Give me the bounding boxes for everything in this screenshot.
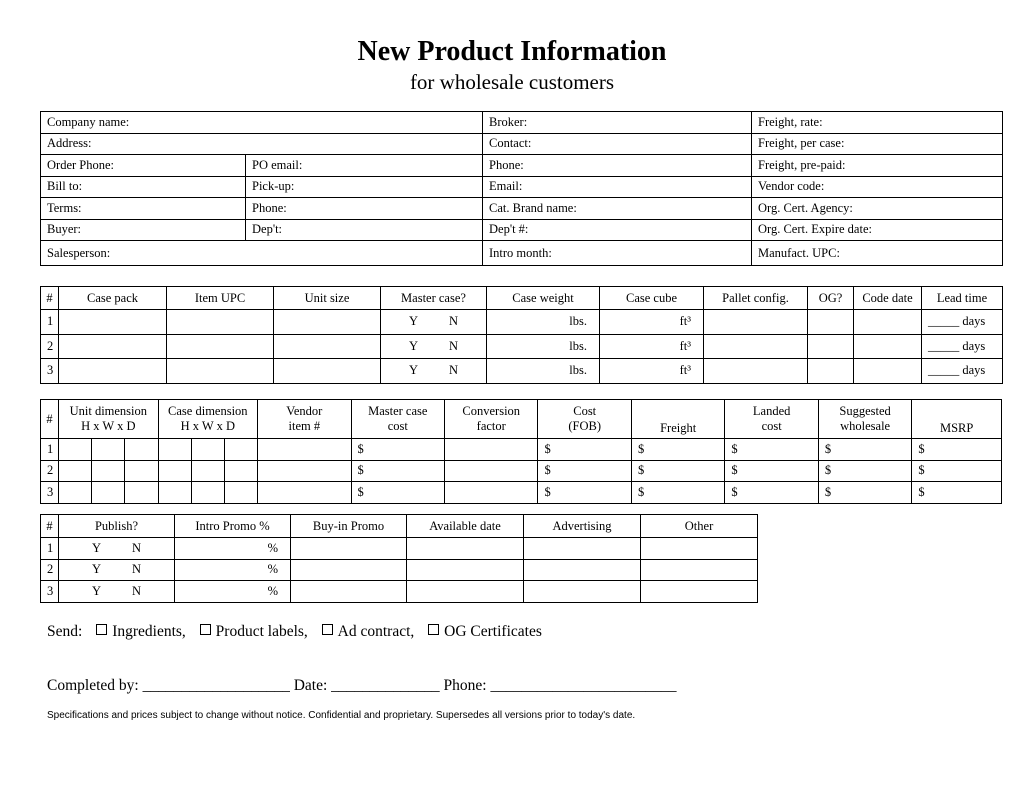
- product-labels-checkbox[interactable]: [200, 624, 211, 635]
- contact-field[interactable]: Contact:: [483, 133, 752, 155]
- case-height-cell[interactable]: [158, 460, 191, 482]
- advertising-cell[interactable]: [524, 538, 641, 560]
- row-number: 3: [41, 581, 59, 603]
- company-name-field[interactable]: Company name:: [41, 112, 483, 134]
- col-header-unit-size: Unit size: [274, 287, 381, 310]
- suggested-wholesale-cell[interactable]: $: [818, 460, 911, 482]
- yes-option[interactable]: Y: [91, 540, 102, 555]
- table-row: [41, 482, 1002, 504]
- col-header-intro-promo: Intro Promo %: [175, 515, 291, 538]
- conversion-factor-cell[interactable]: [445, 439, 538, 461]
- no-option[interactable]: N: [448, 363, 459, 378]
- order-phone-field[interactable]: Order Phone:: [41, 155, 246, 177]
- item-upc-cell[interactable]: [167, 310, 274, 335]
- cat-brand-name-field[interactable]: Cat. Brand name:: [483, 198, 752, 220]
- yes-option[interactable]: Y: [91, 583, 102, 598]
- case-depth-cell[interactable]: [224, 482, 257, 504]
- case-height-cell[interactable]: [158, 439, 191, 461]
- table-row: [41, 359, 1003, 384]
- terms-field[interactable]: Terms:: [41, 198, 246, 220]
- col-header-case-pack: Case pack: [59, 287, 167, 310]
- manufact-upc-field[interactable]: Manufact. UPC:: [752, 241, 1003, 266]
- case-dimension-sub: H x W x D: [180, 419, 236, 433]
- cost-fob-cell[interactable]: $: [538, 460, 631, 482]
- freight-cell[interactable]: $: [631, 482, 724, 504]
- buy-in-promo-cell[interactable]: [291, 559, 407, 581]
- unit-width-cell[interactable]: [92, 460, 125, 482]
- conversion-factor-cell[interactable]: [445, 482, 538, 504]
- other-cell[interactable]: [641, 581, 758, 603]
- col-header-msrp: MSRP: [912, 400, 1002, 439]
- table-row: [41, 334, 1003, 359]
- freight-cell[interactable]: $: [631, 460, 724, 482]
- completed-by-field[interactable]: Completed by: ___________________: [47, 677, 290, 694]
- case-table: [40, 286, 1003, 384]
- cost-fob-cell[interactable]: $: [538, 439, 631, 461]
- col-header-available-date: Available date: [407, 515, 524, 538]
- no-option[interactable]: N: [131, 562, 142, 577]
- lead-time-cell[interactable]: _____ days: [922, 334, 1003, 359]
- col-header-landed-cost: [725, 400, 818, 439]
- row-number: 3: [41, 482, 59, 504]
- unit-dimension-label: Unit dimension: [69, 404, 148, 418]
- intro-promo-cell[interactable]: %: [175, 538, 291, 560]
- table-row: [41, 310, 1003, 335]
- buy-in-promo-cell[interactable]: [291, 581, 407, 603]
- no-option[interactable]: N: [131, 583, 142, 598]
- col-header-num: #: [41, 515, 59, 538]
- landed-label-2: cost: [761, 419, 782, 433]
- broker-field[interactable]: Broker:: [483, 112, 752, 134]
- product-labels-label: Product labels,: [215, 623, 308, 640]
- yes-option[interactable]: Y: [91, 562, 102, 577]
- code-date-cell[interactable]: [854, 334, 922, 359]
- freight-cell[interactable]: $: [631, 439, 724, 461]
- publish-cell[interactable]: [59, 581, 175, 603]
- case-weight-cell[interactable]: lbs.: [487, 310, 600, 335]
- master-case-cost-cell[interactable]: $: [351, 482, 444, 504]
- phone-field[interactable]: Phone:: [246, 198, 483, 220]
- msrp-cell[interactable]: $: [912, 439, 1002, 461]
- send-label: Send:: [47, 623, 83, 640]
- unit-depth-cell[interactable]: [125, 482, 158, 504]
- col-header-freight: Freight: [631, 400, 724, 439]
- freight-per-case-field[interactable]: Freight, per case:: [752, 133, 1003, 155]
- case-cube-cell[interactable]: ft³: [600, 359, 704, 384]
- suggested-label-1: Suggested: [839, 404, 891, 418]
- yes-option[interactable]: Y: [408, 314, 419, 329]
- lead-time-cell[interactable]: _____ days: [922, 310, 1003, 335]
- row-number: 3: [41, 359, 59, 384]
- unit-size-cell[interactable]: [274, 359, 381, 384]
- email-field[interactable]: Email:: [483, 176, 752, 198]
- case-width-cell[interactable]: [191, 460, 224, 482]
- col-header-unit-dimension: [59, 400, 158, 439]
- landed-label-1: Landed: [752, 404, 791, 418]
- unit-height-cell[interactable]: [59, 482, 92, 504]
- unit-height-cell[interactable]: [59, 439, 92, 461]
- col-header-master-case: Master case?: [381, 287, 487, 310]
- suggested-label-2: wholesale: [840, 419, 891, 433]
- case-dimension-label: Case dimension: [168, 404, 248, 418]
- pallet-config-cell[interactable]: [704, 334, 808, 359]
- vendor-item-label-2: item #: [288, 419, 321, 433]
- msrp-cell[interactable]: $: [912, 482, 1002, 504]
- dept-field[interactable]: Dep't:: [246, 219, 483, 241]
- case-cube-cell[interactable]: ft³: [600, 310, 704, 335]
- case-cube-cell[interactable]: ft³: [600, 334, 704, 359]
- case-weight-cell[interactable]: lbs.: [487, 334, 600, 359]
- row-number: 2: [41, 460, 59, 482]
- table-row: [41, 439, 1002, 461]
- col-header-conversion-factor: [445, 400, 538, 439]
- page-subtitle: for wholesale customers: [409, 70, 615, 94]
- date-field[interactable]: Date: ______________: [293, 677, 440, 694]
- promo-table: [40, 514, 758, 603]
- col-header-num: #: [41, 400, 59, 439]
- case-depth-cell[interactable]: [224, 460, 257, 482]
- ad-contract-label: Ad contract,: [337, 623, 415, 640]
- buy-in-promo-cell[interactable]: [291, 538, 407, 560]
- og-cell[interactable]: [808, 359, 854, 384]
- master-case-cell[interactable]: [381, 334, 487, 359]
- pallet-config-cell[interactable]: [704, 359, 808, 384]
- master-case-cost-cell[interactable]: $: [351, 460, 444, 482]
- case-height-cell[interactable]: [158, 482, 191, 504]
- table-row: [41, 559, 758, 581]
- unit-width-cell[interactable]: [92, 482, 125, 504]
- dimension-pricing-table: [40, 399, 1002, 504]
- intro-promo-cell[interactable]: %: [175, 559, 291, 581]
- company-info-table: [40, 111, 1003, 266]
- row-number: 2: [41, 334, 59, 359]
- available-date-cell[interactable]: [407, 559, 524, 581]
- completed-phone-field[interactable]: Phone: ________________________: [443, 677, 677, 694]
- unit-depth-cell[interactable]: [125, 439, 158, 461]
- ingredients-label: Ingredients,: [112, 623, 186, 640]
- org-cert-agency-field[interactable]: Org. Cert. Agency:: [752, 198, 1003, 220]
- buyer-field[interactable]: Buyer:: [41, 219, 246, 241]
- col-header-publish: Publish?: [59, 515, 175, 538]
- no-option[interactable]: N: [448, 338, 459, 353]
- pallet-config-cell[interactable]: [704, 310, 808, 335]
- master-case-cost-label-1: Master case: [368, 404, 428, 418]
- cost-label-1: Cost: [573, 404, 597, 418]
- og-certificates-checkbox[interactable]: [428, 624, 439, 635]
- col-header-item-upc: Item UPC: [167, 287, 274, 310]
- vendor-item-cell[interactable]: [258, 439, 351, 461]
- cost-label-2: (FOB): [568, 419, 602, 433]
- intro-month-field[interactable]: Intro month:: [483, 241, 752, 266]
- unit-dimension-sub: H x W x D: [81, 419, 136, 433]
- available-date-cell[interactable]: [407, 538, 524, 560]
- advertising-cell[interactable]: [524, 559, 641, 581]
- master-case-cost-label-2: cost: [387, 419, 408, 433]
- unit-width-cell[interactable]: [92, 439, 125, 461]
- og-cell[interactable]: [808, 334, 854, 359]
- yes-option[interactable]: Y: [408, 338, 419, 353]
- suggested-wholesale-cell[interactable]: $: [818, 439, 911, 461]
- landed-cost-cell[interactable]: $: [725, 482, 818, 504]
- page-title: New Product Information: [357, 36, 667, 67]
- col-header-other: Other: [641, 515, 758, 538]
- col-header-buy-in-promo: Buy-in Promo: [291, 515, 407, 538]
- og-certificates-label: OG Certificates: [444, 623, 542, 640]
- table-row: [41, 460, 1002, 482]
- publish-cell[interactable]: [59, 538, 175, 560]
- org-cert-expire-field[interactable]: Org. Cert. Expire date:: [752, 219, 1003, 241]
- col-header-code-date: Code date: [854, 287, 922, 310]
- conversion-label-1: Conversion: [462, 404, 521, 418]
- no-option[interactable]: N: [131, 540, 142, 555]
- other-cell[interactable]: [641, 538, 758, 560]
- no-option[interactable]: N: [448, 314, 459, 329]
- conversion-label-2: factor: [476, 419, 506, 433]
- ingredients-checkbox[interactable]: [96, 624, 107, 635]
- ad-contract-checkbox[interactable]: [322, 624, 333, 635]
- row-number: 1: [41, 538, 59, 560]
- footnote: Specifications and prices subject to change without notice. Confidential and proprietary. Supersedes all versions prior to today's date.: [47, 710, 636, 721]
- table-row: [41, 538, 758, 560]
- vendor-item-cell[interactable]: [258, 482, 351, 504]
- case-pack-cell[interactable]: [59, 310, 167, 335]
- vendor-item-label-1: Vendor: [286, 404, 323, 418]
- row-number: 1: [41, 310, 59, 335]
- col-header-suggested-wholesale: [818, 400, 911, 439]
- master-case-cell[interactable]: [381, 310, 487, 335]
- intro-promo-cell[interactable]: %: [175, 581, 291, 603]
- msrp-cell[interactable]: $: [912, 460, 1002, 482]
- table-row: [41, 581, 758, 603]
- col-header-case-cube: Case cube: [600, 287, 704, 310]
- landed-cost-cell[interactable]: $: [725, 460, 818, 482]
- col-header-vendor-item: [258, 400, 351, 439]
- suggested-wholesale-cell[interactable]: $: [818, 482, 911, 504]
- pick-up-field[interactable]: Pick-up:: [246, 176, 483, 198]
- available-date-cell[interactable]: [407, 581, 524, 603]
- dept-num-field[interactable]: Dep't #:: [483, 219, 752, 241]
- item-upc-cell[interactable]: [167, 359, 274, 384]
- freight-rate-field[interactable]: Freight, rate:: [752, 112, 1003, 134]
- row-number: 2: [41, 559, 59, 581]
- col-header-advertising: Advertising: [524, 515, 641, 538]
- case-pack-cell[interactable]: [59, 359, 167, 384]
- conversion-factor-cell[interactable]: [445, 460, 538, 482]
- address-field[interactable]: Address:: [41, 133, 483, 155]
- row-number: 1: [41, 439, 59, 461]
- col-header-master-case-cost: [351, 400, 444, 439]
- unit-height-cell[interactable]: [59, 460, 92, 482]
- code-date-cell[interactable]: [854, 310, 922, 335]
- landed-cost-cell[interactable]: $: [725, 439, 818, 461]
- case-depth-cell[interactable]: [224, 439, 257, 461]
- code-date-cell[interactable]: [854, 359, 922, 384]
- unit-size-cell[interactable]: [274, 334, 381, 359]
- col-header-lead-time: Lead time: [922, 287, 1003, 310]
- col-header-pallet-config: Pallet config.: [704, 287, 808, 310]
- publish-cell[interactable]: [59, 559, 175, 581]
- og-cell[interactable]: [808, 310, 854, 335]
- case-width-cell[interactable]: [191, 439, 224, 461]
- completed-line: [47, 677, 676, 695]
- freight-prepaid-field[interactable]: Freight, pre-paid:: [752, 155, 1003, 177]
- vendor-code-field[interactable]: Vendor code:: [752, 176, 1003, 198]
- cost-fob-cell[interactable]: $: [538, 482, 631, 504]
- col-header-og: OG?: [808, 287, 854, 310]
- master-case-cost-cell[interactable]: $: [351, 439, 444, 461]
- yes-option[interactable]: Y: [408, 363, 419, 378]
- case-weight-cell[interactable]: lbs.: [487, 359, 600, 384]
- salesperson-field[interactable]: Salesperson:: [41, 241, 483, 266]
- vendor-item-cell[interactable]: [258, 460, 351, 482]
- bill-to-field[interactable]: Bill to:: [41, 176, 246, 198]
- send-line: [47, 623, 542, 641]
- col-header-cost-fob: [538, 400, 631, 439]
- po-email-field[interactable]: PO email:: [246, 155, 483, 177]
- case-width-cell[interactable]: [191, 482, 224, 504]
- unit-size-cell[interactable]: [274, 310, 381, 335]
- master-case-cell[interactable]: [381, 359, 487, 384]
- lead-time-cell[interactable]: _____ days: [922, 359, 1003, 384]
- col-header-case-weight: Case weight: [487, 287, 600, 310]
- case-pack-cell[interactable]: [59, 334, 167, 359]
- advertising-cell[interactable]: [524, 581, 641, 603]
- broker-phone-field[interactable]: Phone:: [483, 155, 752, 177]
- unit-depth-cell[interactable]: [125, 460, 158, 482]
- col-header-num: #: [41, 287, 59, 310]
- other-cell[interactable]: [641, 559, 758, 581]
- col-header-case-dimension: [158, 400, 258, 439]
- item-upc-cell[interactable]: [167, 334, 274, 359]
